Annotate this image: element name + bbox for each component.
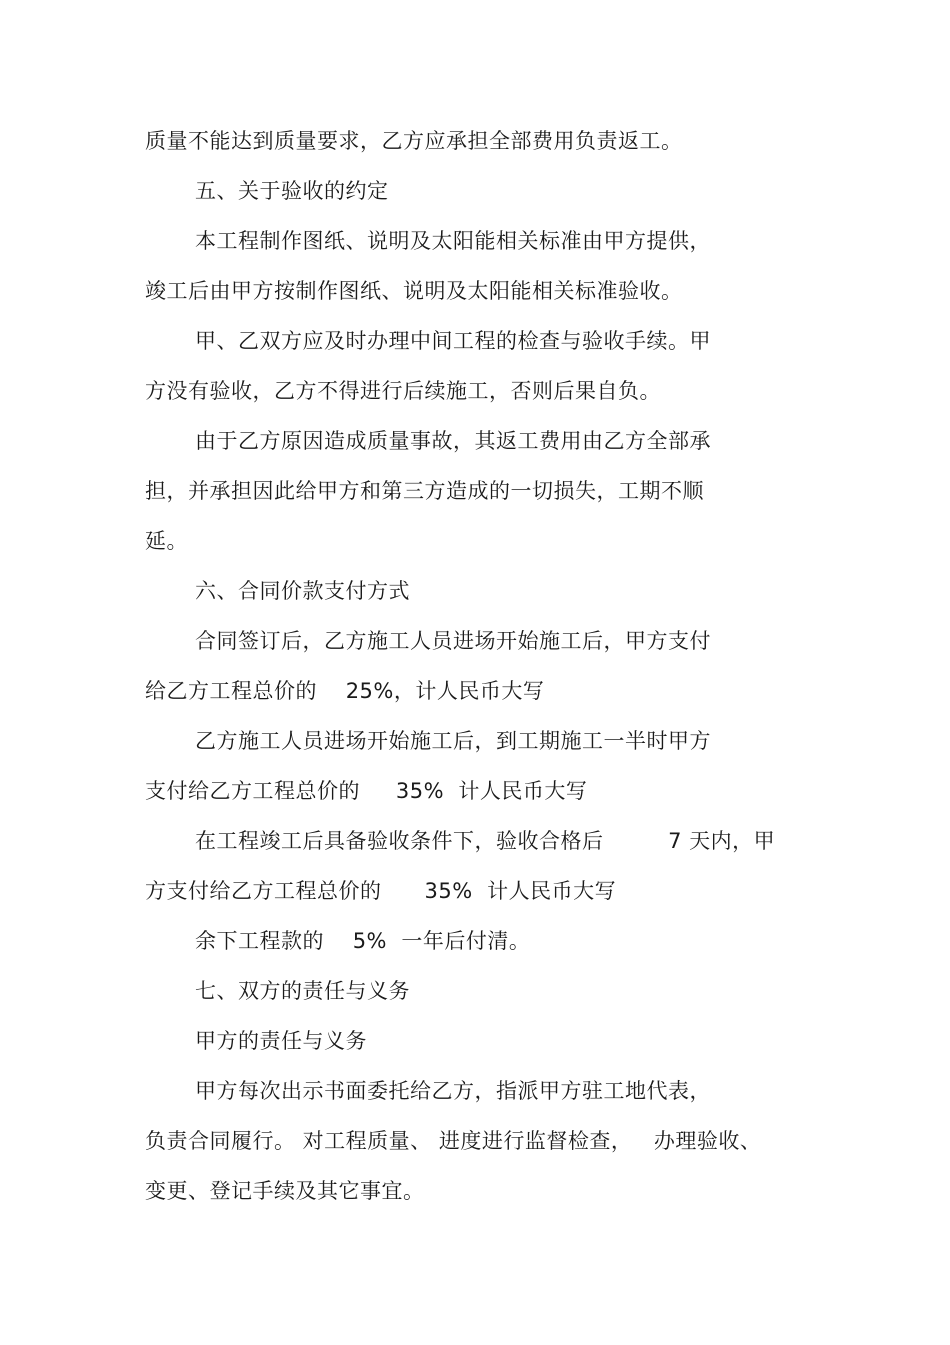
section-heading-payment: 六、合同价款支付方式 [195, 579, 410, 603]
body-text-line: 支付给乙方工程总价的 35% 计人民币大写 [145, 779, 588, 803]
section-heading-responsibilities: 七、双方的责任与义务 [195, 979, 410, 1003]
body-text-line: 由于乙方原因造成质量事故，其返工费用由乙方全部承 [195, 429, 711, 453]
body-text-line: 竣工后由甲方按制作图纸、说明及太阳能相关标准验收。 [145, 279, 683, 303]
subheading-party-a: 甲方的责任与义务 [195, 1029, 367, 1053]
body-text-line: 质量不能达到质量要求，乙方应承担全部费用负责返工。 [145, 129, 683, 153]
body-text-line: 方没有验收，乙方不得进行后续施工，否则后果自负。 [145, 379, 661, 403]
body-text-line: 本工程制作图纸、说明及太阳能相关标准由甲方提供， [195, 229, 711, 253]
section-heading-acceptance: 五、关于验收的约定 [195, 179, 389, 203]
body-text-line: 在工程竣工后具备验收条件下，验收合格后 7 天内，甲 [195, 829, 776, 853]
body-text-line: 延。 [145, 529, 188, 553]
body-text-line: 余下工程款的 5% 一年后付清。 [195, 929, 531, 953]
body-text-line: 方支付给乙方工程总价的 35% 计人民币大写 [145, 879, 617, 903]
body-text-line: 甲方每次出示书面委托给乙方，指派甲方驻工地代表， [195, 1079, 711, 1103]
body-text-line: 给乙方工程总价的 25%，计人民币大写 [145, 679, 545, 703]
body-text-line: 负责合同履行。 对工程质量、 进度进行监督检查， 办理验收、 [145, 1129, 762, 1153]
body-text-line: 甲、乙双方应及时办理中间工程的检查与验收手续。甲 [195, 329, 711, 353]
body-text-line: 变更、登记手续及其它事宜。 [145, 1179, 425, 1203]
body-text-line: 乙方施工人员进场开始施工后，到工期施工一半时甲方 [195, 729, 711, 753]
body-text-line: 担，并承担因此给甲方和第三方造成的一切损失，工期不顺 [145, 479, 704, 503]
body-text-line: 合同签订后，乙方施工人员进场开始施工后，甲方支付 [195, 629, 711, 653]
